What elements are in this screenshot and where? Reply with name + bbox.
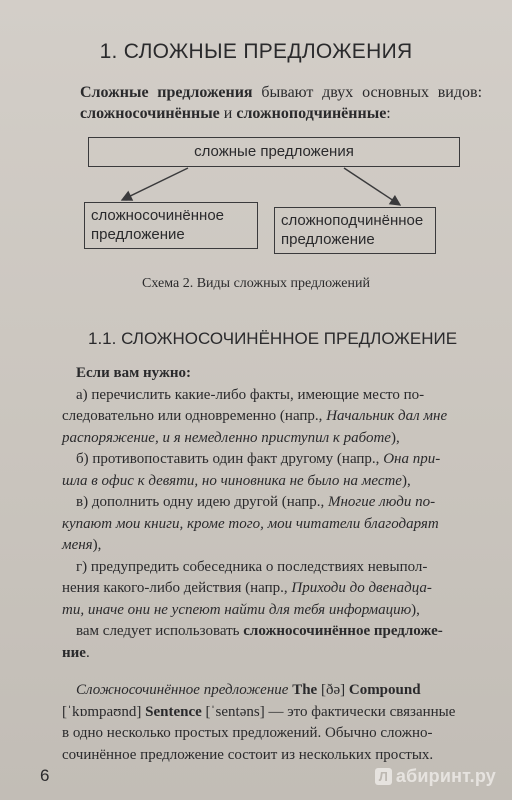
body-line xyxy=(62,449,490,471)
arrow-right xyxy=(344,168,400,205)
item-v-example: Многие люди по- xyxy=(327,494,436,510)
body-line xyxy=(62,492,490,514)
body-text xyxy=(62,363,490,766)
definition-text: сочинённое предложение состоит из нескольких простых. xyxy=(62,746,434,763)
diagram-box-complex-sentences: сложные предложения xyxy=(88,137,460,167)
definition-text: в одно несколько простых предложений. Обычно сложно- xyxy=(62,725,433,741)
definition-term-en: Compound xyxy=(348,682,421,698)
diagram-caption: Схема 2. Виды сложных предложений xyxy=(142,276,370,291)
item-a-text: а) перечислить какие-либо факты, имеющие место по- xyxy=(76,386,425,403)
watermark-logo-icon: Л xyxy=(375,768,392,785)
diagram-box-compound: сложносочинённое предложение xyxy=(84,202,258,249)
item-b-example: Она при- xyxy=(383,451,441,467)
intro-kind-complex: сложноподчинённые xyxy=(236,105,387,122)
body-line xyxy=(62,471,490,493)
item-b-text: б) противопоставить один факт другому (напр., xyxy=(76,451,384,467)
item-a-example: распоряжение, и я немедленно приступил к работе xyxy=(62,429,391,446)
arrow-left xyxy=(122,168,188,200)
item-g-example: ти, иначе они не успеют найти для тебя информацию xyxy=(62,601,412,618)
definition-term-en: The xyxy=(292,682,318,698)
body-line xyxy=(62,643,490,665)
body-line xyxy=(62,514,490,536)
item-a-example: Начальник дал мне xyxy=(326,408,448,424)
intro-term: Сложные предложения xyxy=(80,84,253,101)
item-g-example: Приходи до двенадца- xyxy=(291,580,432,596)
body-line xyxy=(62,428,490,450)
section-title: 1.1. СЛОЖНОСОЧИНЁННОЕ ПРЕДЛОЖЕНИЕ xyxy=(88,329,458,348)
body-line xyxy=(62,621,490,643)
lead-text: Если вам нужно: xyxy=(76,365,191,381)
body-line xyxy=(62,557,490,579)
body-line xyxy=(62,578,490,600)
transcription: [ˈkɒmpaʊnd] xyxy=(62,703,146,720)
body-line xyxy=(62,406,490,428)
body-line xyxy=(62,385,490,407)
conclusion-term: ние xyxy=(62,644,86,661)
item-b-text: ), xyxy=(401,472,411,489)
item-v-text: в) дополнить одну идею другой (напр., xyxy=(76,494,328,510)
item-v-example: купают мои книги, кроме того, мои читатели благодарят xyxy=(62,515,439,532)
definition-term-ru: Сложносочинённое предложение xyxy=(76,682,289,698)
body-line xyxy=(62,600,490,622)
watermark-text: абиринт.ру xyxy=(395,766,496,786)
item-g-text: ), xyxy=(411,601,420,618)
intro-colon: : xyxy=(386,105,391,122)
intro-text: бывают двух основных видов: xyxy=(252,84,483,101)
body-line xyxy=(62,680,490,702)
definition-text: [ˈsentəns] — это фактически связанные xyxy=(201,703,456,720)
item-a-text: ), xyxy=(390,429,400,446)
item-v-example: меня xyxy=(62,537,93,553)
definition-term-en: Sentence xyxy=(145,703,202,720)
item-g-text: г) предупредить собеседника о последствиях невыпол- xyxy=(76,558,428,575)
watermark xyxy=(375,766,496,787)
intro-and: и xyxy=(219,105,237,122)
conclusion-term: сложносочинённое предложе- xyxy=(243,623,443,639)
body-line xyxy=(62,745,490,767)
page-number: 6 xyxy=(40,766,50,785)
body-line xyxy=(62,363,490,385)
item-b-example: шла в офис к девяти, но чиновника не было на месте xyxy=(62,472,402,489)
body-line xyxy=(62,723,490,745)
intro-kind-compound: сложносочинённые xyxy=(80,105,220,122)
transcription: [ðə] xyxy=(317,682,349,698)
item-v-text: ), xyxy=(92,537,102,553)
diagram-box-complex: сложноподчинённое предложение xyxy=(274,207,436,254)
conclusion-text: вам следует использовать xyxy=(76,623,244,639)
item-g-text: нения какого-либо действия (напр., xyxy=(62,580,292,596)
conclusion-text: . xyxy=(85,644,90,661)
body-line xyxy=(62,535,490,557)
chapter-title: 1. СЛОЖНЫЕ ПРЕДЛОЖЕНИЯ xyxy=(99,40,413,63)
item-a-text: следовательно или одновременно (напр., xyxy=(62,408,327,424)
body-line xyxy=(62,702,490,724)
